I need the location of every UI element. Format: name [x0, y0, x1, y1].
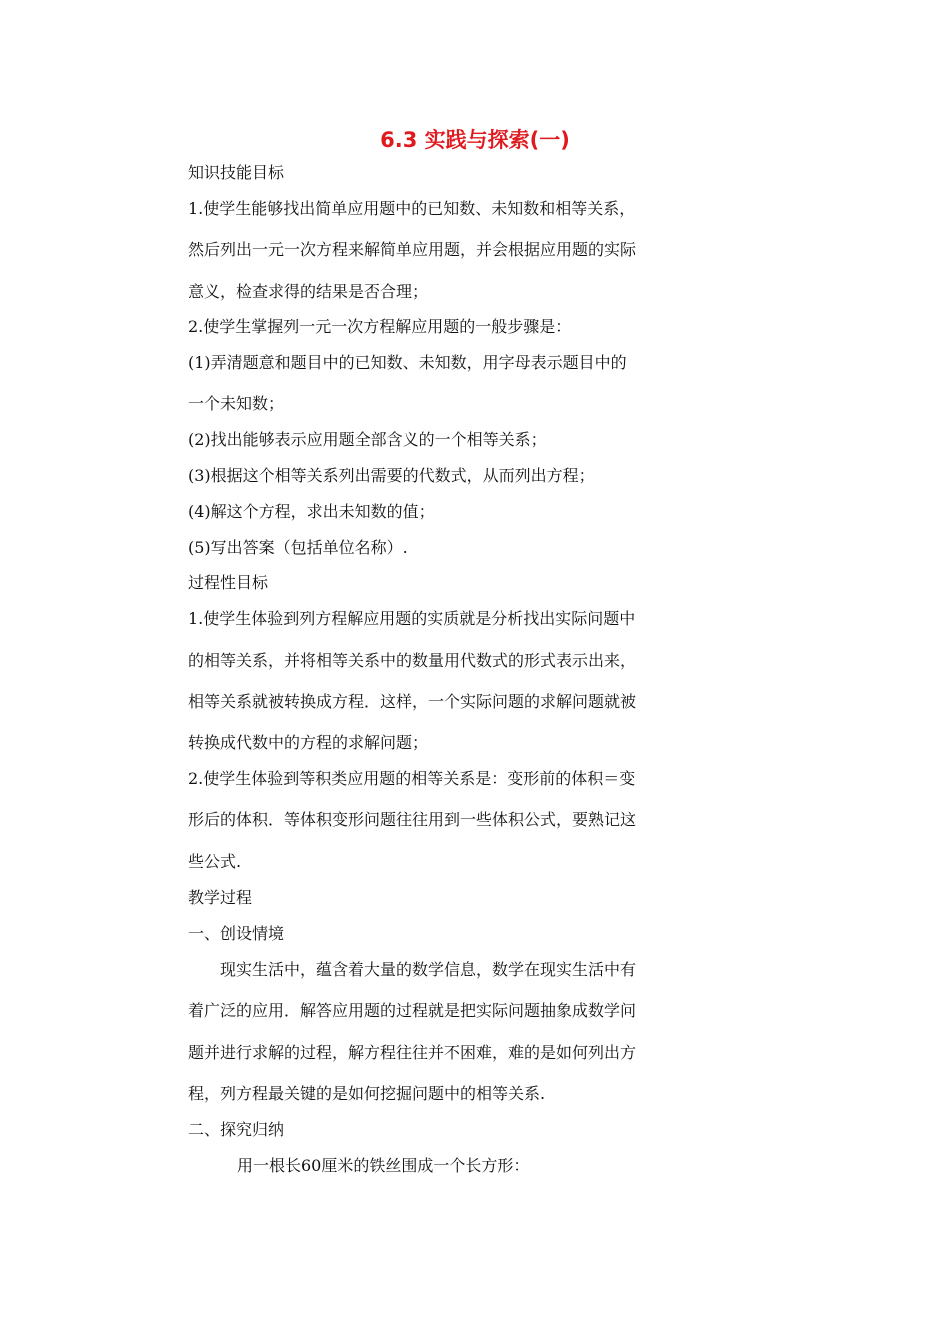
- paragraph-line: 2.使学生体验到等积类应用题的相等关系是：变形前的体积＝变: [188, 769, 636, 788]
- heading-knowledge-goals: 知识技能目标: [188, 163, 285, 182]
- paragraph-line: 的相等关系，并将相等关系中的数量用代数式的形式表示出来，: [188, 651, 637, 670]
- heading-section-one: 一、创设情境: [188, 924, 285, 943]
- paragraph-line: (5)写出答案（包括单位名称）.: [188, 538, 408, 557]
- paragraph-line: (1)弄清题意和题目中的已知数、未知数，用字母表示题目中的: [188, 353, 627, 372]
- paragraph-line: 程，列方程最关键的是如何挖掘问题中的相等关系.: [188, 1084, 546, 1103]
- paragraph-line: 一个未知数；: [188, 394, 285, 413]
- paragraph-line: 些公式.: [188, 852, 242, 871]
- heading-section-two: 二、探究归纳: [188, 1120, 285, 1139]
- paragraph-line: 意义，检查求得的结果是否合理；: [188, 282, 429, 301]
- paragraph-line: 然后列出一元一次方程来解简单应用题，并会根据应用题的实际: [188, 240, 637, 259]
- paragraph-line: (3)根据这个相等关系列出需要的代数式，从而列出方程；: [188, 466, 595, 485]
- document-title: 6.3 实践与探索(一): [380, 128, 570, 152]
- paragraph-line: 相等关系就被转换成方程．这样，一个实际问题的求解问题就被: [188, 692, 637, 711]
- paragraph-line: 转换成代数中的方程的求解问题；: [188, 733, 429, 752]
- heading-teaching-process: 教学过程: [188, 888, 253, 907]
- paragraph-line: 现实生活中，蕴含着大量的数学信息，数学在现实生活中有: [220, 960, 637, 979]
- paragraph-line: 2.使学生掌握列一元一次方程解应用题的一般步骤是：: [188, 317, 572, 336]
- paragraph-line: 着广泛的应用．解答应用题的过程就是把实际问题抽象成数学问: [188, 1001, 637, 1020]
- paragraph-line: 1.使学生体验到列方程解应用题的实质就是分析找出实际问题中: [188, 609, 636, 628]
- paragraph-line: 用一根长60厘米的铁丝围成一个长方形：: [237, 1156, 530, 1175]
- paragraph-line: 形后的体积．等体积变形问题往往用到一些体积公式，要熟记这: [188, 810, 637, 829]
- heading-process-goals: 过程性目标: [188, 573, 269, 592]
- paragraph-line: (2)找出能够表示应用题全部含义的一个相等关系；: [188, 430, 547, 449]
- paragraph-line: 题并进行求解的过程，解方程往往并不困难，难的是如何列出方: [188, 1043, 637, 1062]
- paragraph-line: 1.使学生能够找出简单应用题中的已知数、未知数和相等关系，: [188, 199, 636, 218]
- paragraph-line: (4)解这个方程，求出未知数的值；: [188, 502, 435, 521]
